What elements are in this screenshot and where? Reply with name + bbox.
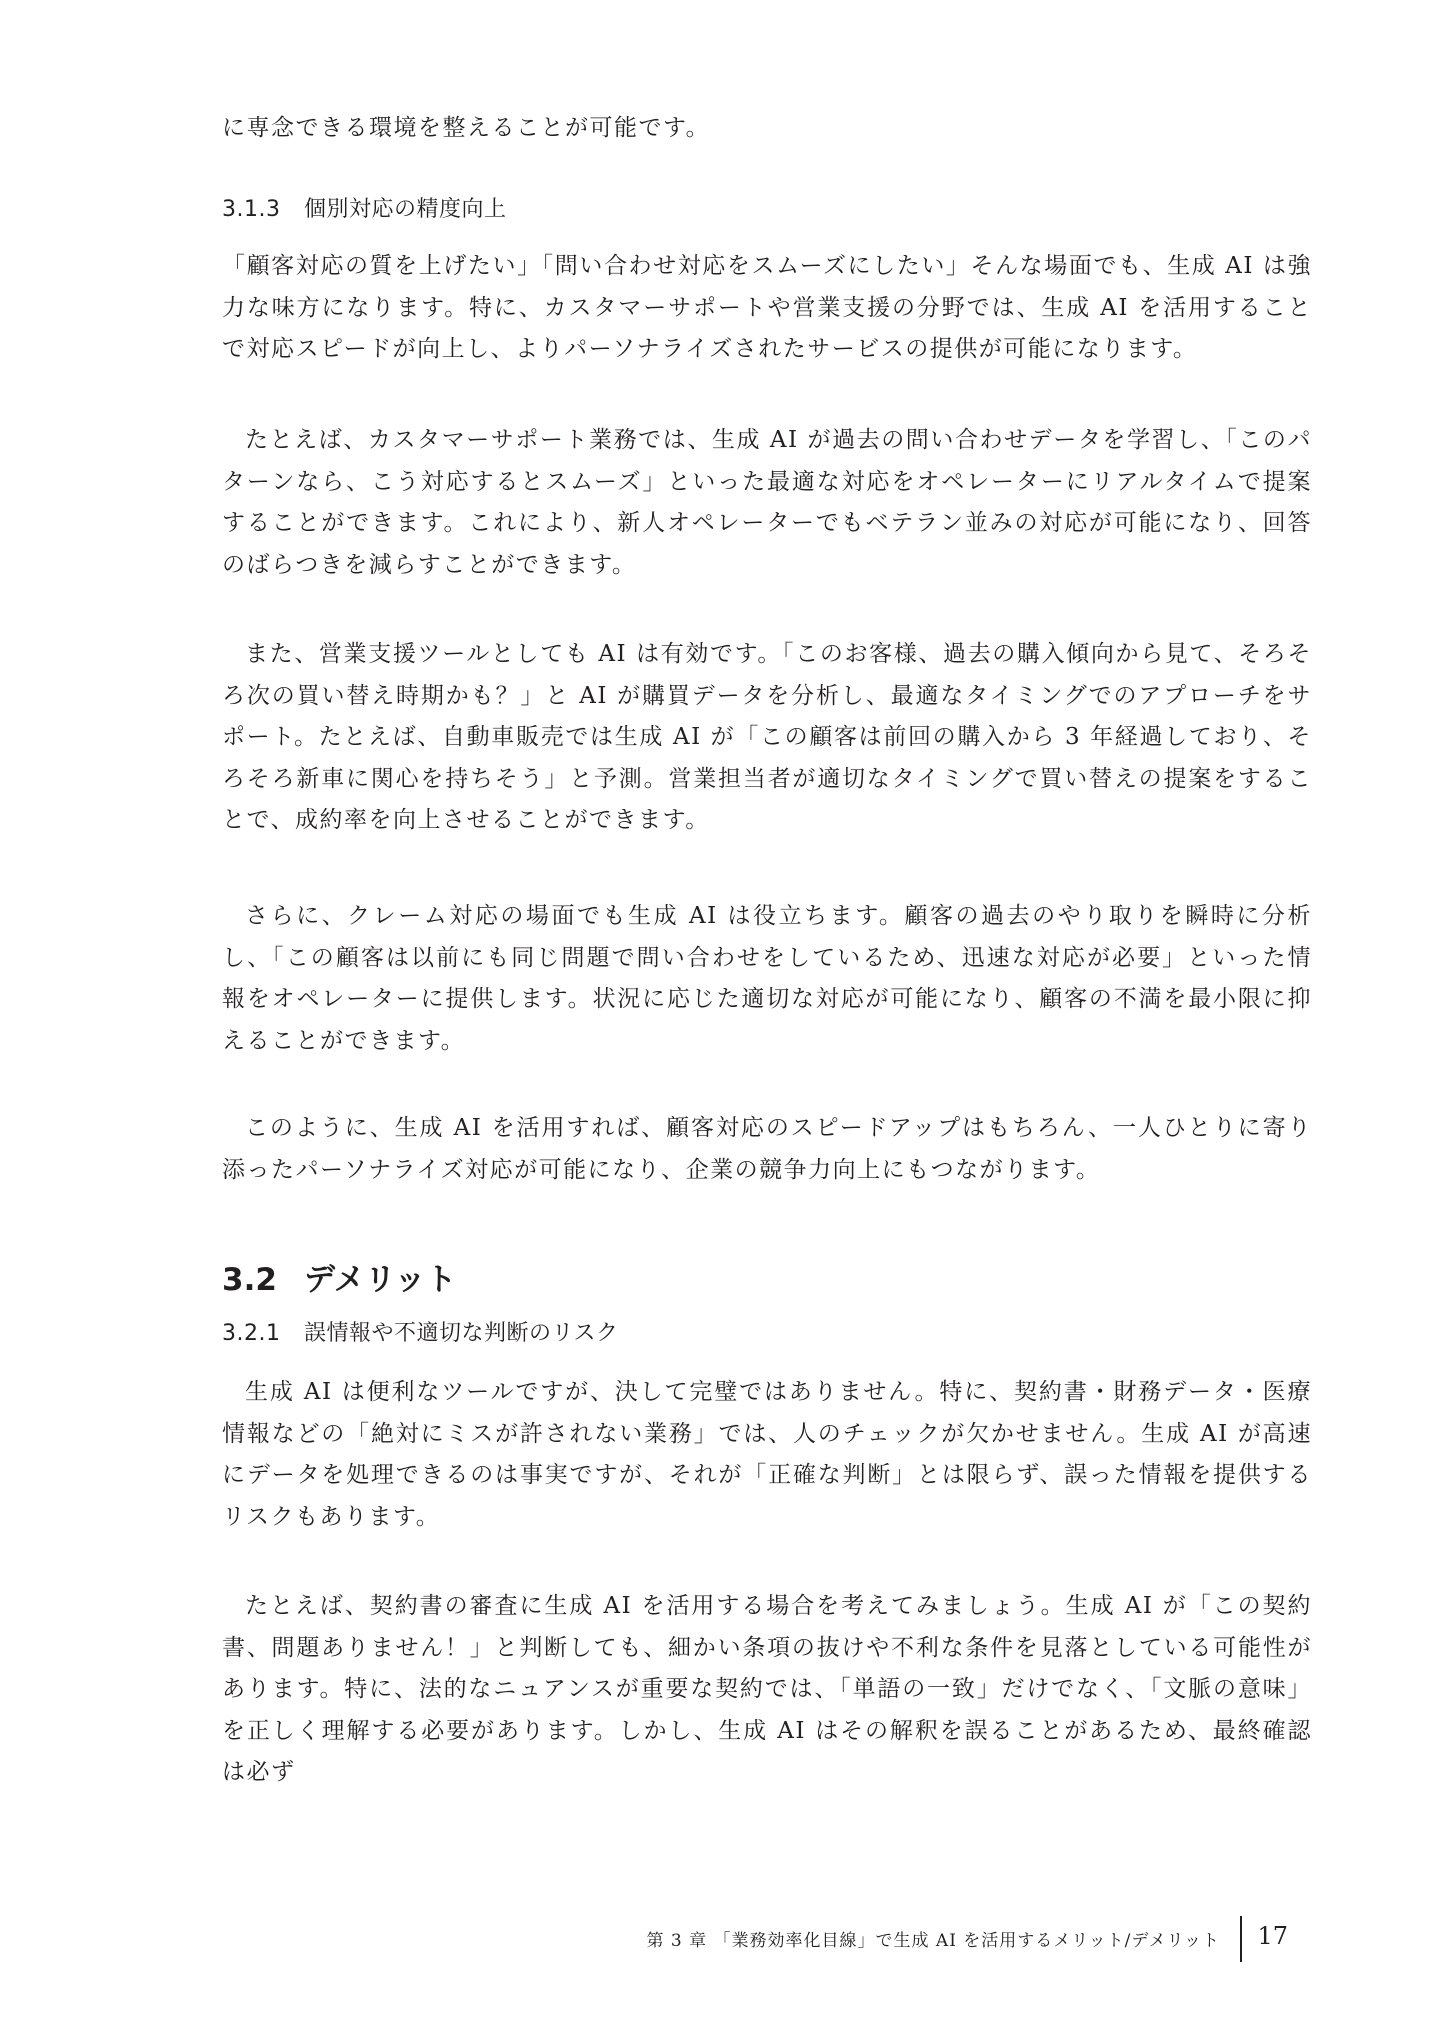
section-number: 3.2 bbox=[222, 1262, 277, 1298]
subsection-heading-3-1-3 bbox=[222, 192, 507, 223]
subsection-title: 誤情報や不適切な判断のリスク bbox=[304, 1321, 619, 1346]
subsection-number: 3.2.1 bbox=[222, 1321, 281, 1346]
paragraph-risk-intro: 生成 AI は便利なツールですが、決して完璧ではありません。特に、契約書・財務データ・医療情報などの「絶対にミスが許されない業務」では、人のチェックが欠かせません。生成 AI が高速にデータを処理できるのは事実ですが、それが「正確な判断」とは限らず、誤った情報を提供するリスクもあります。 bbox=[222, 1379, 1312, 1530]
subsection-heading-3-2-1 bbox=[222, 1316, 619, 1347]
paragraph-contract-example: たとえば、契約書の審査に生成 AI を活用する場合を考えてみましょう。生成 AI が「この契約書、問題ありません！」と判断しても、細かい条項の抜けや不利な条件を見落としている可能性があります。特に、法的なニュアンスが重要な契約では、「単語の一致」だけでなく、「文脈の意味」を正しく理解する必要があります。しかし、生成 AI はその解釈を誤ることがあるため、最終確認は必ず bbox=[222, 1593, 1312, 1785]
subsection-title: 個別対応の精度向上 bbox=[304, 197, 507, 222]
paragraph-claim-example: さらに、クレーム対応の場面でも生成 AI は役立ちます。顧客の過去のやり取りを瞬時に分析し、「この顧客は以前にも同じ問題で問い合わせをしているため、迅速な対応が必要」といった情報をオペレーターに提供します。状況に応じた適切な対応が可能になり、顧客の不満を最小限に抑えることができます。 bbox=[222, 903, 1312, 1054]
section-heading-3-2 bbox=[222, 1254, 457, 1299]
section-title: デメリット bbox=[304, 1262, 457, 1298]
page-footer bbox=[560, 1916, 1320, 1962]
paragraph-intro: 「顧客対応の質を上げたい」「問い合わせ対応をスムーズにしたい」そんな場面でも、生成 AI は強力な味方になります。特に、カスタマーサポートや営業支援の分野では、生成 AI を活用することで対応スピードが向上し、よりパーソナライズされたサービスの提供が可能になります。 bbox=[222, 253, 1312, 362]
page-number: 17 bbox=[1257, 1922, 1288, 1950]
subsection-number: 3.1.3 bbox=[222, 197, 281, 222]
paragraph-support-example: たとえば、カスタマーサポート業務では、生成 AI が過去の問い合わせデータを学習し、「このパターンなら、こう対応するとスムーズ」といった最適な対応をオペレーターにリアルタイムで提案することができます。これにより、新人オペレーターでもベテラン並みの対応が可能になり、回答のばらつきを減らすことができます。 bbox=[222, 427, 1312, 578]
paragraph-summary: このように、生成 AI を活用すれば、顧客対応のスピードアップはもちろん、一人ひとりに寄り添ったパーソナライズ対応が可能になり、企業の競争力向上にもつながります。 bbox=[222, 1115, 1312, 1183]
running-footer-chapter-title: 第 3 章 「業務効率化目線」で生成 AI を活用するメリット/デメリット bbox=[646, 1931, 1220, 1951]
paragraph-sales-example: また、営業支援ツールとしても AI は有効です。「このお客様、過去の購入傾向から見て、そろそろ次の買い替え時期かも？」と AI が購買データを分析し、最適なタイミングでのアプローチをサポート。たとえば、自動車販売では生成 AI が「この顧客は前回の購入から 3 年経過しており、そろそろ新車に関心を持ちそう」と予測。営業担当者が適切なタイミングで買い替えの提案をすることで、成約率を向上させることができます。 bbox=[222, 641, 1312, 833]
paragraph-continuation: に専念できる環境を整えることが可能です。 bbox=[222, 115, 711, 141]
footer-divider bbox=[1240, 1916, 1242, 1962]
